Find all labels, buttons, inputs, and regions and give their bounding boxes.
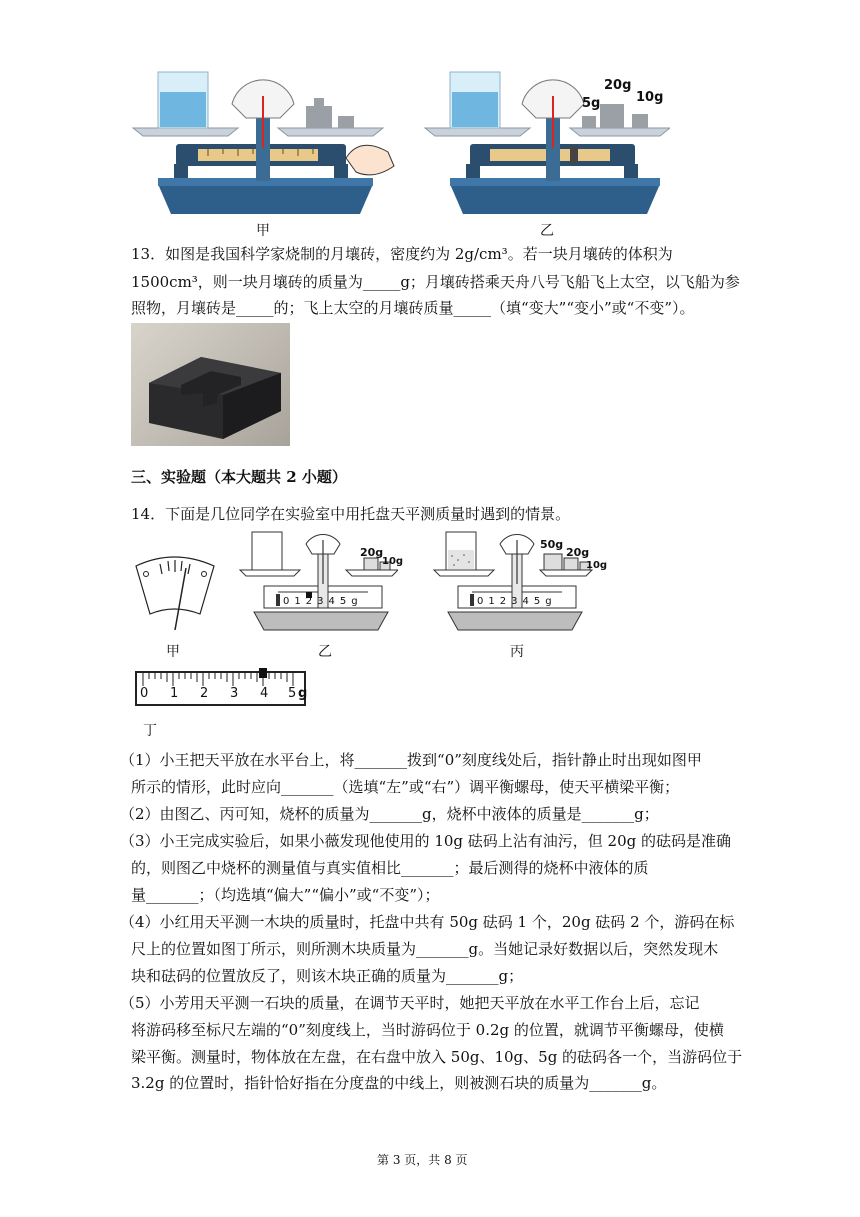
yi-tick-1: 1 bbox=[294, 596, 306, 607]
bing-tick-3: 3 bbox=[511, 596, 523, 607]
q14-line-6: 量_______；（均选填“偏大”“偏小”或“不变”）； bbox=[131, 886, 440, 904]
figure-label-ding: 丁 bbox=[143, 723, 157, 739]
moon-brick-drawing bbox=[131, 323, 290, 446]
q14-line-8: 尺上的位置如图丁所示，则所测木块质量为_______g。当她记录好数据以后，突然发现木 bbox=[131, 940, 719, 958]
weight-label-10g: 10g bbox=[636, 90, 664, 105]
bing-tick-4: 4 bbox=[522, 596, 534, 607]
q14-line-11: 将游码移至标尺左端的“0”刻度线上，当时游码位于 0.2g 的位置，就调节平衡螺母，使横 bbox=[131, 1021, 724, 1039]
yi-scale-ticks bbox=[283, 596, 363, 607]
weight-label-20g: 20g bbox=[604, 78, 632, 93]
yi-tick-4: 4 bbox=[328, 596, 340, 607]
q13-line-1: 13．如图是我国科学家烧制的月壤砖，密度约为 2g/cm³。若一块月壤砖的体积为 bbox=[131, 245, 673, 263]
moon-brick-photo bbox=[131, 323, 290, 446]
figure-label-yi-top: 乙 bbox=[540, 223, 554, 239]
bing-tick-2: 2 bbox=[499, 596, 512, 607]
weight-label-5g: 5g bbox=[582, 96, 601, 111]
ruler-tick-5: 5 bbox=[288, 686, 297, 701]
q14-line-3: （2）由图乙、丙可知，烧杯的质量为_______g，烧杯中液体的质量是_______g； bbox=[120, 805, 659, 823]
q13-line-2: 1500cm³，则一块月壤砖的质量为_____g；月壤砖搭乘天舟八号飞船飞上太空，以飞船为参 bbox=[131, 273, 740, 291]
bing-tick-1: 1 bbox=[488, 596, 500, 607]
bing-weight-50g: 50g bbox=[540, 538, 564, 551]
ruler-unit: g bbox=[298, 686, 308, 701]
ruler-tick-0: 0 bbox=[140, 686, 149, 701]
q14-line-12: 梁平衡。测量时，物体放在左盘，在右盘中放入 50g、10g、5g 的砝码各一个，当游码位于 bbox=[131, 1048, 743, 1066]
yi-tick-2: 2 bbox=[305, 596, 318, 607]
figure-label-jia-top: 甲 bbox=[256, 223, 270, 239]
page-footer: 第 3 页，共 8 页 bbox=[377, 1153, 468, 1167]
figure-label-yi: 乙 bbox=[318, 644, 332, 660]
q14-line-7: （4）小红用天平测一木块的质量时，托盘中共有 50g 砝码 1 个，20g 砝码 2 个，游码在标 bbox=[120, 913, 735, 931]
q14-line-13: 3.2g 的位置时，指针恰好指在分度盘的中线上，则被测石块的质量为_______g。 bbox=[131, 1074, 667, 1092]
yi-tick-3: 3 bbox=[317, 596, 329, 607]
balance-figure-yi-top bbox=[420, 66, 670, 218]
section-title: 三、实验题（本大题共 2 小题） bbox=[131, 468, 347, 486]
yi-weight-20g: 20g bbox=[360, 546, 384, 559]
ruler-tick-labels bbox=[138, 686, 308, 704]
yi-weight-10g: 10g bbox=[382, 556, 404, 567]
q14-line-2: 所示的情形，此时应向_______（选填“左”或“右”）调平衡螺母，使天平横梁平衡； bbox=[131, 778, 680, 796]
ruler-tick-1: 1 bbox=[170, 686, 179, 701]
q14-line-4: （3）小王完成实验后，如果小薇发现他使用的 10g 砝码上沾有油污，但 20g 的砝码是准确 bbox=[120, 832, 731, 850]
ruler-tick-2: 2 bbox=[200, 686, 209, 701]
figure-label-jia: 甲 bbox=[166, 644, 180, 660]
q14-line-1: （1）小王把天平放在水平台上，将_______拨到“0”刻度线处后，指针静止时出现如图甲 bbox=[120, 751, 702, 769]
dial-figure-jia bbox=[130, 544, 220, 634]
bing-weight-20g: 20g bbox=[566, 546, 590, 559]
q14-line-9: 块和砝码的位置放反了，则该木块正确的质量为_______g； bbox=[131, 967, 524, 985]
ruler-tick-3: 3 bbox=[230, 686, 239, 701]
balance-figure-jia-top bbox=[128, 66, 400, 218]
q14-intro: 14．下面是几位同学在实验室中用托盘天平测质量时遇到的情景。 bbox=[131, 505, 571, 523]
q13-line-3: 照物，月壤砖是_____的；飞上太空的月壤砖质量_____（填“变大”“变小”或“不变”）。 bbox=[131, 299, 695, 317]
bing-scale-ticks bbox=[477, 596, 557, 607]
q14-line-10: （5）小芳用天平测一石块的质量，在调节天平时，她把天平放在水平工作台上后，忘记 bbox=[120, 994, 700, 1012]
yi-tick-5: 5g bbox=[339, 596, 363, 607]
bing-tick-0: 0 bbox=[477, 596, 489, 607]
q14-line-5: 的，则图乙中烧杯的测量值与真实值相比_______；最后测得的烧杯中液体的质 bbox=[131, 859, 649, 877]
bing-weight-10g: 10g bbox=[586, 560, 608, 571]
yi-tick-0: 0 bbox=[283, 596, 295, 607]
bing-tick-5: 5g bbox=[533, 596, 557, 607]
ruler-tick-4: 4 bbox=[260, 686, 269, 701]
figure-label-bing: 丙 bbox=[510, 644, 524, 660]
